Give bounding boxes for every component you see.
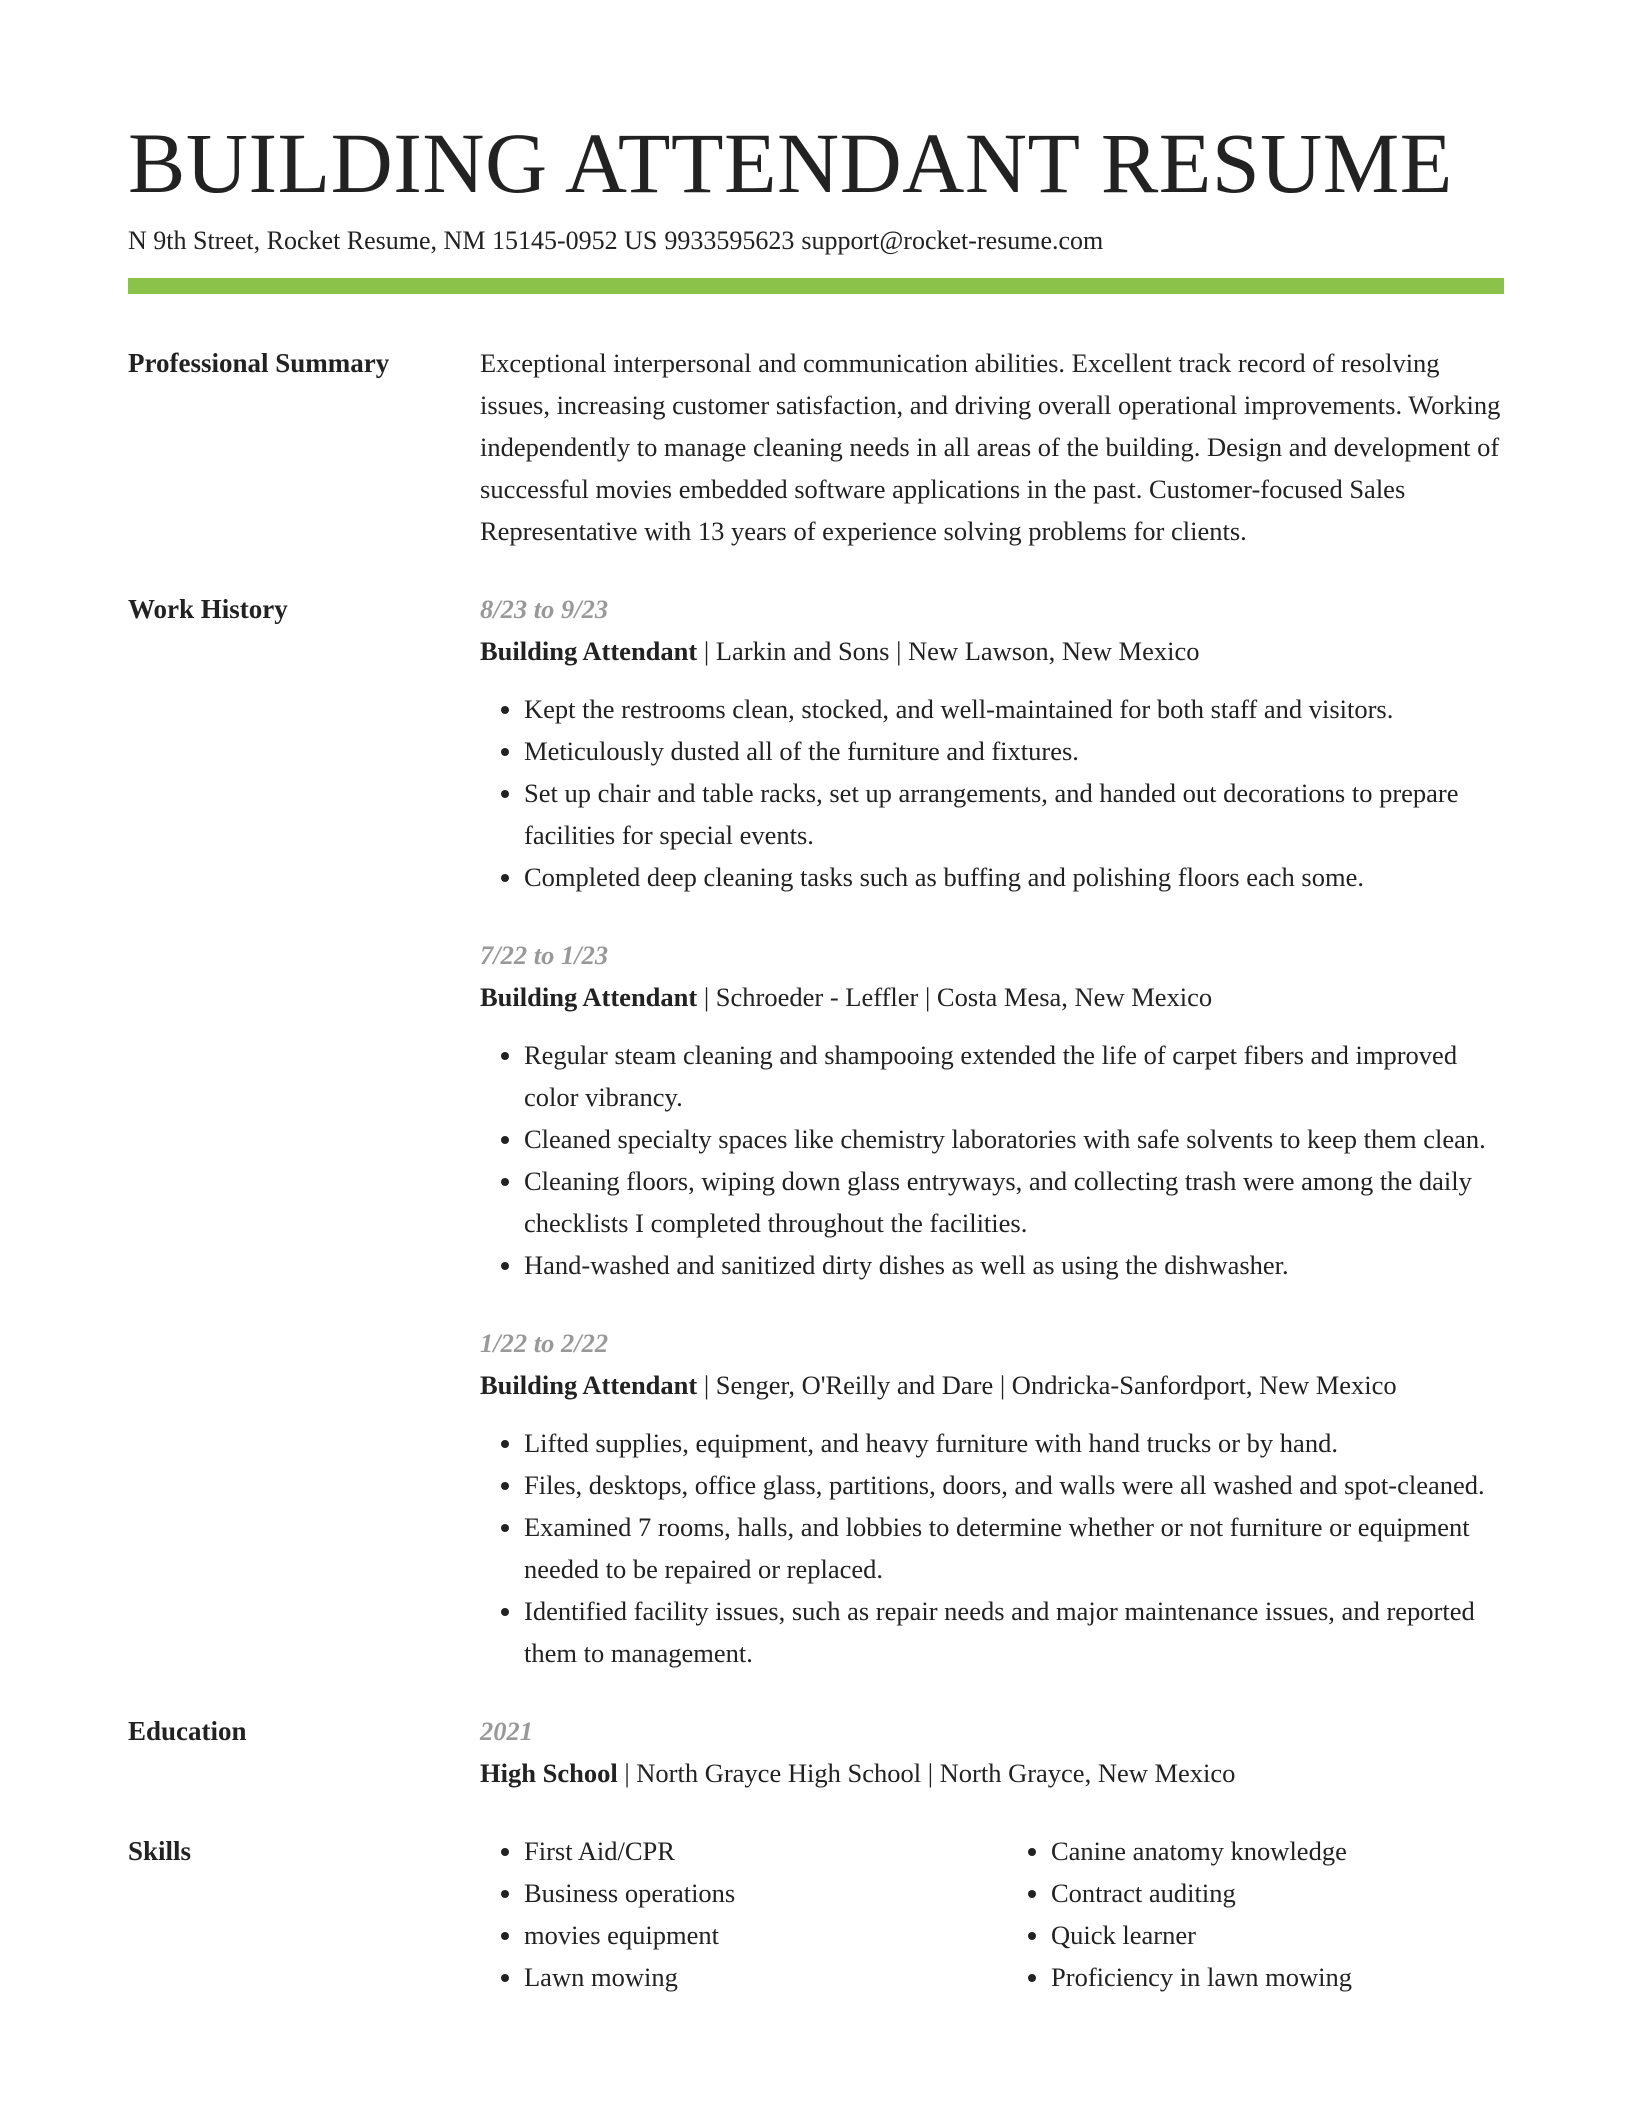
resume-title: BUILDING ATTENDANT RESUME bbox=[128, 115, 1453, 211]
job-details: | Senger, O'Reilly and Dare | Ondricka-Sanfordport, New Mexico bbox=[697, 1370, 1397, 1401]
education-line bbox=[480, 1752, 1504, 1794]
summary-heading: Professional Summary bbox=[128, 348, 390, 379]
job-bullet: • Completed deep cleaning tasks such as buffing and polishing floors each some. bbox=[524, 856, 1504, 898]
contact-address: N 9th Street, Rocket Resume, NM 15145-0952 US bbox=[128, 226, 658, 256]
job-bullet: • Hand-washed and sanitized dirty dishes as well as using the dishwasher. bbox=[524, 1244, 1504, 1286]
skills-grid bbox=[480, 1830, 1504, 1998]
job-bullets bbox=[480, 688, 1504, 898]
work-history-heading: Work History bbox=[128, 594, 288, 625]
job-bullet: • Set up chair and table racks, set up arrangements, and handed out decorations to prepare facilities for special events. bbox=[524, 772, 1504, 856]
job-title-line bbox=[480, 630, 1504, 672]
job-entry bbox=[480, 1322, 1504, 1674]
job-entry bbox=[480, 588, 1504, 898]
job-bullet: • Identified facility issues, such as repair needs and major maintenance issues, and reported them to management. bbox=[524, 1590, 1504, 1674]
job-role: Building Attendant bbox=[480, 982, 698, 1013]
education-heading: Education bbox=[128, 1716, 247, 1747]
job-date: 1/22 to 2/22 bbox=[480, 1328, 609, 1359]
job-bullet: • Cleaning floors, wiping down glass entryways, and collecting trash were among the daily checklists I completed throughout the facilities. bbox=[524, 1160, 1504, 1244]
skills-heading: Skills bbox=[128, 1836, 192, 1867]
job-bullet: • Regular steam cleaning and shampooing extended the life of carpet fibers and improved color vibrancy. bbox=[524, 1034, 1504, 1118]
job-role: Building Attendant bbox=[480, 636, 698, 667]
job-bullet: • Examined 7 rooms, halls, and lobbies to determine whether or not furniture or equipment needed to be repaired or replaced. bbox=[524, 1506, 1504, 1590]
job-date: 8/23 to 9/23 bbox=[480, 594, 609, 625]
skills-section bbox=[128, 1830, 1504, 1998]
education-details: | North Grayce High School | North Grayce, New Mexico bbox=[617, 1758, 1236, 1789]
job-details: | Larkin and Sons | New Lawson, New Mexico bbox=[697, 636, 1200, 667]
job-bullets bbox=[480, 1034, 1504, 1286]
job-title-line bbox=[480, 1364, 1504, 1406]
job-title-line bbox=[480, 976, 1504, 1018]
skill-item: • First Aid/CPR bbox=[524, 1830, 977, 1872]
skill-item: • Proficiency in lawn mowing bbox=[1051, 1956, 1504, 1998]
job-bullet: • Files, desktops, office glass, partitions, doors, and walls were all washed and spot-cleaned. bbox=[524, 1464, 1504, 1506]
job-bullet: • Kept the restrooms clean, stocked, and well-maintained for both staff and visitors. bbox=[524, 688, 1504, 730]
contact-phone: 9933595623 bbox=[664, 226, 795, 256]
job-role: Building Attendant bbox=[480, 1370, 698, 1401]
job-bullets bbox=[480, 1422, 1504, 1674]
job-bullet: • Lifted supplies, equipment, and heavy furniture with hand trucks or by hand. bbox=[524, 1422, 1504, 1464]
job-bullet: • Meticulously dusted all of the furniture and fixtures. bbox=[524, 730, 1504, 772]
job-details: | Schroeder - Leffler | Costa Mesa, New Mexico bbox=[697, 982, 1213, 1013]
skill-item: • Contract auditing bbox=[1051, 1872, 1504, 1914]
contact-email: support@rocket-resume.com bbox=[801, 226, 1104, 256]
work-history-section bbox=[128, 588, 1504, 1674]
skill-item: • Canine anatomy knowledge bbox=[1051, 1830, 1504, 1872]
contact-line bbox=[128, 224, 1504, 258]
job-date: 7/22 to 1/23 bbox=[480, 940, 609, 971]
skill-item: • Business operations bbox=[524, 1872, 977, 1914]
education-section bbox=[128, 1710, 1504, 1794]
skills-list-left bbox=[480, 1830, 977, 1998]
skill-item: • Quick learner bbox=[1051, 1914, 1504, 1956]
education-date: 2021 bbox=[480, 1716, 533, 1747]
skill-item: • Lawn mowing bbox=[524, 1956, 977, 1998]
summary-text: Exceptional interpersonal and communication abilities. Excellent track record of resolving issues, increasing customer satisfaction, and driving overall operational improvements. Working independently to manage cleaning needs in all areas of the building. Design and development of successful movies embedded software applications in the past. Customer-focused Sales Representative with 13 years of experience solving problems for clients. bbox=[480, 348, 1501, 547]
job-bullet: • Cleaned specialty spaces like chemistry laboratories with safe solvents to keep them clean. bbox=[524, 1118, 1504, 1160]
summary-section bbox=[128, 342, 1504, 552]
skill-item: • movies equipment bbox=[524, 1914, 977, 1956]
accent-divider bbox=[128, 278, 1504, 294]
skills-list-right bbox=[1007, 1830, 1504, 1998]
job-entry bbox=[480, 934, 1504, 1286]
education-degree: High School bbox=[480, 1758, 618, 1789]
